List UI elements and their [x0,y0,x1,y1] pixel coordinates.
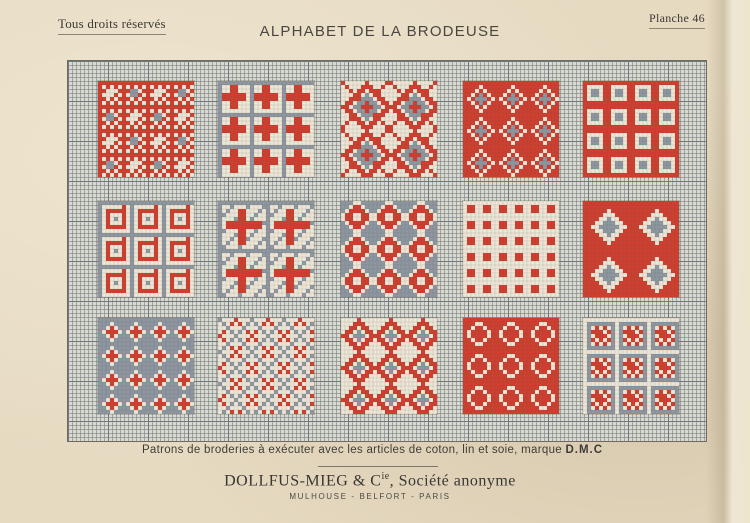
plate-number: Planche 46 [649,11,705,29]
pattern-stitches [98,201,194,297]
embroidery-pattern-14 [463,318,559,414]
embroidery-pattern-4 [463,81,559,177]
embroidery-pattern-2 [218,81,314,177]
company-suffix: , Société anonyme [389,472,516,490]
pattern-stitches [341,81,437,177]
page-title: ALPHABET DE LA BRODEUSE [259,23,501,40]
divider [318,466,438,467]
embroidery-pattern-10 [583,201,679,297]
embroidery-pattern-8 [341,201,437,297]
rights-notice: Tous droits réservés [58,16,166,35]
company-line [0,471,740,490]
embroidery-pattern-7 [218,201,314,297]
pattern-stitches [218,201,314,297]
graph-paper-board [67,60,707,442]
pattern-stitches [463,201,559,297]
embroidery-pattern-11 [98,318,194,414]
embroidery-pattern-12 [218,318,314,414]
caption [0,444,745,456]
pattern-stitches [98,81,194,177]
pattern-stitches [583,318,679,414]
embroidery-pattern-1 [98,81,194,177]
embroidery-pattern-15 [583,318,679,414]
embroidery-pattern-5 [583,81,679,177]
caption-text: Patrons de broderies à exécuter avec les articles de coton, lin et soie, marque [141,444,562,456]
pattern-stitches [218,318,314,414]
pattern-stitches [583,81,679,177]
pattern-stitches [583,201,679,297]
embroidery-pattern-9 [463,201,559,297]
company-name: DOLLFUS-MIEG & C [224,472,382,490]
cities: MULHOUSE - BELFORT - PARIS [289,492,451,501]
pattern-stitches [98,318,194,414]
pattern-stitches [218,81,314,177]
pattern-stitches [463,81,559,177]
brand-mark: D.M.C [565,444,604,456]
embroidery-pattern-3 [341,81,437,177]
company-sup: ie [381,471,390,482]
pattern-stitches [341,318,437,414]
embroidery-pattern-6 [98,201,194,297]
pattern-stitches [341,201,437,297]
embroidery-pattern-13 [341,318,437,414]
pattern-stitches [463,318,559,414]
